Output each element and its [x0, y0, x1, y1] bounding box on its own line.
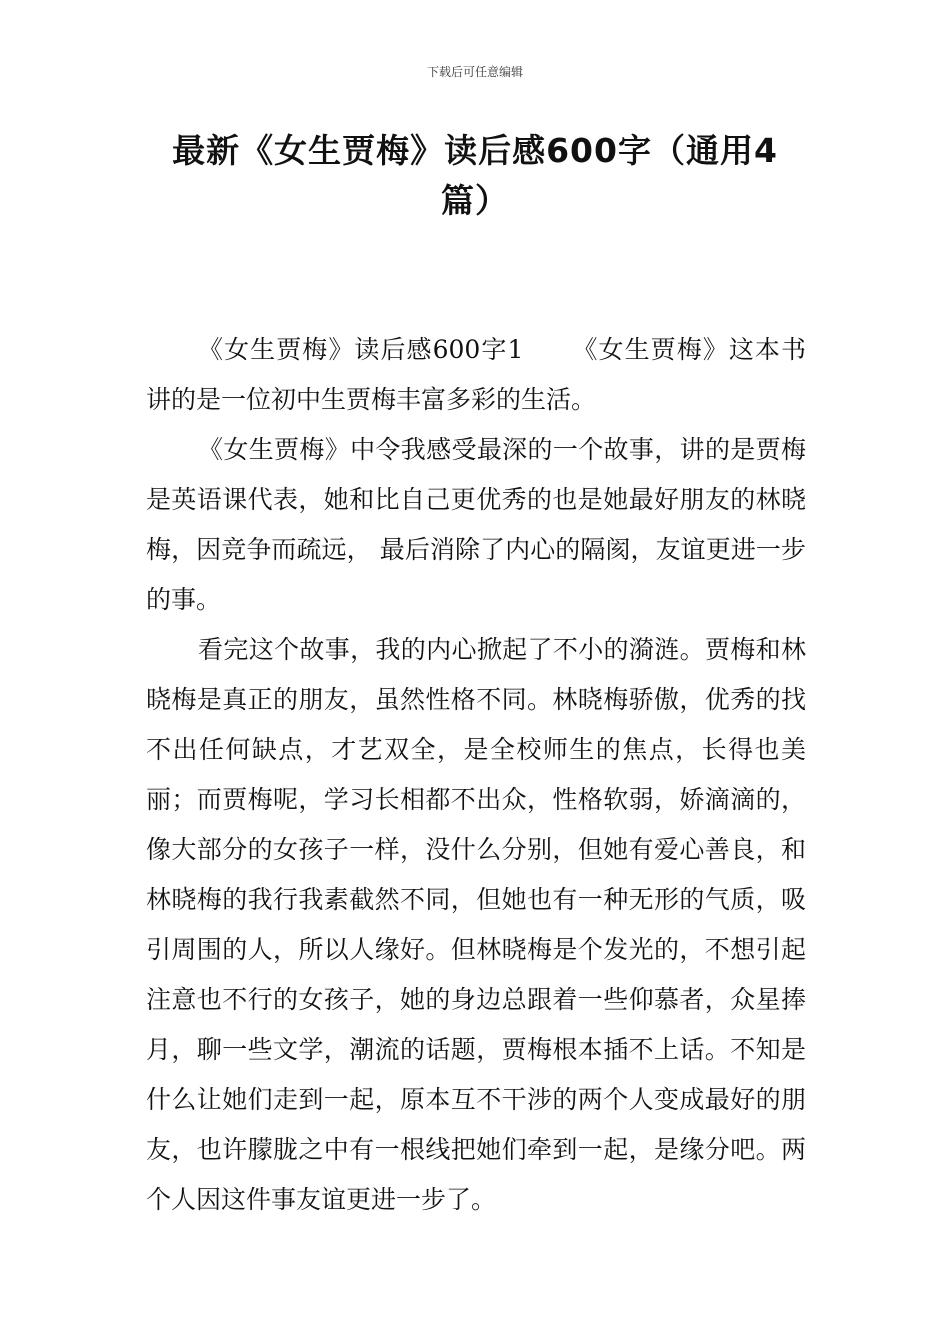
essay-heading: 《女生贾梅》读后感600字1: [198, 335, 524, 364]
header-note: 下载后可任意编辑: [426, 65, 523, 79]
paragraph-3: 看完这个故事，我的内心掀起了不小的漪涟。贾梅和林晓梅是真正的朋友，虽然性格不同。林晓梅骄傲，优秀的找不出任何缺点，才艺双全，是全校师生的焦点，长得也美丽；而贾梅呢，学习长相都不出众，性格软弱，娇滴滴的，像大部分的女孩子一样，没什么分别，但她有爱心善良，和林晓梅的我行我素截然不同，但她也有一种无形的气质，吸引周围的人，所以人缘好。但林晓梅是个发光的，不想引起注意也不行的女孩子，她的身边总跟着一些仰慕者，众星捧月，聊一些文学，潮流的话题，贾梅根本插不上话。不知是什么让她们走到一起，原本互不干涉的两个人变成最好的朋友，也许朦胧之中有一根线把她们牵到一起，是缘分吧。两个人因这件事友谊更进一步了。: [146, 635, 806, 1214]
document-title: 最新《女生贾梅》读后感600字（通用4篇）: [172, 131, 778, 220]
paragraph-1-text: 《女生贾梅》这本书讲的是一位初中生贾梅丰富多彩的生活。: [146, 335, 806, 414]
paragraph-1: [146, 325, 806, 425]
document-body: [146, 325, 806, 1225]
paragraph-2: 《女生贾梅》中令我感受最深的一个故事，讲的是贾梅是英语课代表，她和比自己更优秀的也是她最好朋友的林晓梅，因竞争而疏远， 最后消除了内心的隔阂，友谊更进一步的事。: [146, 435, 806, 614]
